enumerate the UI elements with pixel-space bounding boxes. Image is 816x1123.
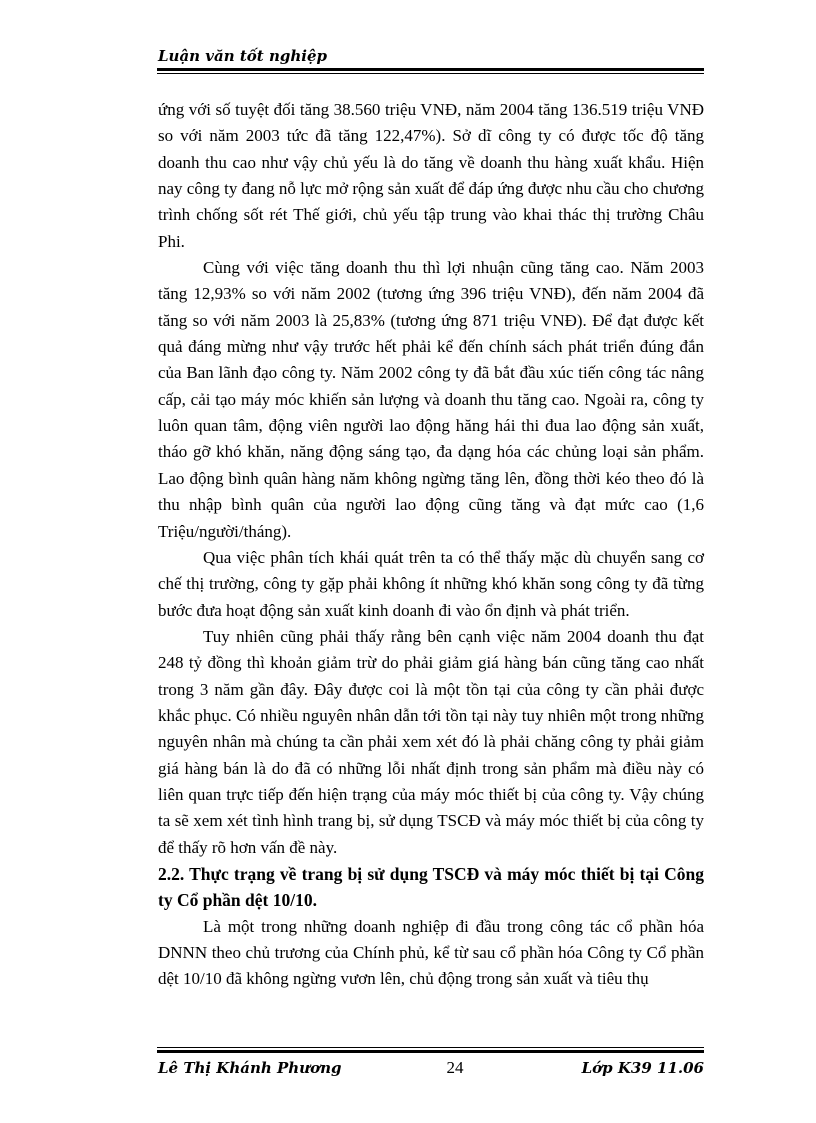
footer-author: Lê Thị Khánh Phương — [158, 1059, 342, 1077]
footer-class-label: Lớp K39 11.06 — [581, 1059, 704, 1077]
paragraph-2: Cùng với việc tăng doanh thu thì lợi nhuận cũng tăng cao. Năm 2003 tăng 12,93% so với năm 2002 (tương ứng 396 triệu VNĐ), đến năm 2004 đã tăng so với năm 2003 là 25,83% (tương ứng 871 triệu VNĐ). Để đạt được kết quả đáng mừng như vậy trước hết phải kể đến chính sách phát triển đúng đắn của Ban lãnh đạo công ty. Năm 2002 công ty đã bắt đầu xúc tiến công tác nâng cấp, cải tạo máy móc khiến sản lượng và doanh thu tăng cao. Ngoài ra, công ty luôn quan tâm, động viên người lao động hăng hái thi đua lao động sản xuất, tháo gỡ khó khăn, năng động sáng tạo, đa dạng hóa các chủng loại sản phẩm. Lao động bình quân hàng năm không ngừng tăng lên, đồng thời kéo theo đó là thu nhập bình quân của người lao động cũng tăng và đạt mức cao (1,6 Triệu/người/tháng). — [158, 258, 704, 541]
paragraph-5: Là một trong những doanh nghiệp đi đầu trong công tác cổ phần hóa DNNN theo chủ trương của Chính phủ, kể từ sau cổ phần hóa Công ty Cổ phần dệt 10/10 đã không ngừng vươn lên, chủ động trong sản xuất và tiêu thụ — [158, 916, 704, 989]
paragraph-4: Tuy nhiên cũng phải thấy rằng bên cạnh việc năm 2004 doanh thu đạt 248 tỷ đồng thì khoản giảm trừ do phải giảm giá hàng bán cũng tăng cao nhất trong 3 năm gần đây. Đây được coi là một tồn tại của công ty cần phải được khắc phục. Có nhiều nguyên nhân dẫn tới tồn tại này tuy nhiên một trong những nguyên nhân mà chúng ta cần phải xem xét đó là phải chăng công ty phải giảm giá hàng bán là do đã có những lỗi nhất định trong sản phẩm mà điều này có liên quan trực tiếp đến hiện trạng của máy móc thiết bị của công ty. Vậy chúng ta sẽ xem xét tình hình trang bị, sử dụng TSCĐ và máy móc thiết bị của công ty để thấy rõ hơn vấn đề này. — [158, 626, 704, 857]
paragraph-3: Qua việc phân tích khái quát trên ta có thể thấy mặc dù chuyển sang cơ chế thị trường, công ty gặp phải không ít những khó khăn song công ty đã từng bước đưa hoạt động sản xuất kinh doanh đi vào ổn định và phát triển. — [158, 547, 704, 620]
body-text — [158, 97, 704, 993]
header-rule-thin — [157, 73, 704, 74]
section-heading: 2.2. Thực trạng về trang bị sử dụng TSCĐ và máy móc thiết bị tại Công ty Cổ phần dệt 10/10. — [158, 863, 704, 911]
footer-rule-thin — [157, 1047, 704, 1048]
header-title: Luận văn tốt nghiệp — [158, 47, 327, 65]
page-number: 24 — [446, 1058, 464, 1077]
paragraph-1: ứng với số tuyệt đối tăng 38.560 triệu VNĐ, năm 2004 tăng 136.519 triệu VNĐ so với năm 2003 tức đã tăng 122,47%). Sở dĩ công ty có được tốc độ tăng doanh thu cao như vậy chủ yếu là do tăng về doanh thu hàng xuất khẩu. Hiện nay công ty đang nỗ lực mở rộng sản xuất để đáp ứng được nhu cầu cho chương trình chống sốt rét Thế giới, chủ yếu tập trung vào khai thác thị trường Châu Phi. — [158, 100, 704, 251]
header-rule-thick — [157, 68, 704, 71]
footer-rule-thick — [157, 1050, 704, 1053]
